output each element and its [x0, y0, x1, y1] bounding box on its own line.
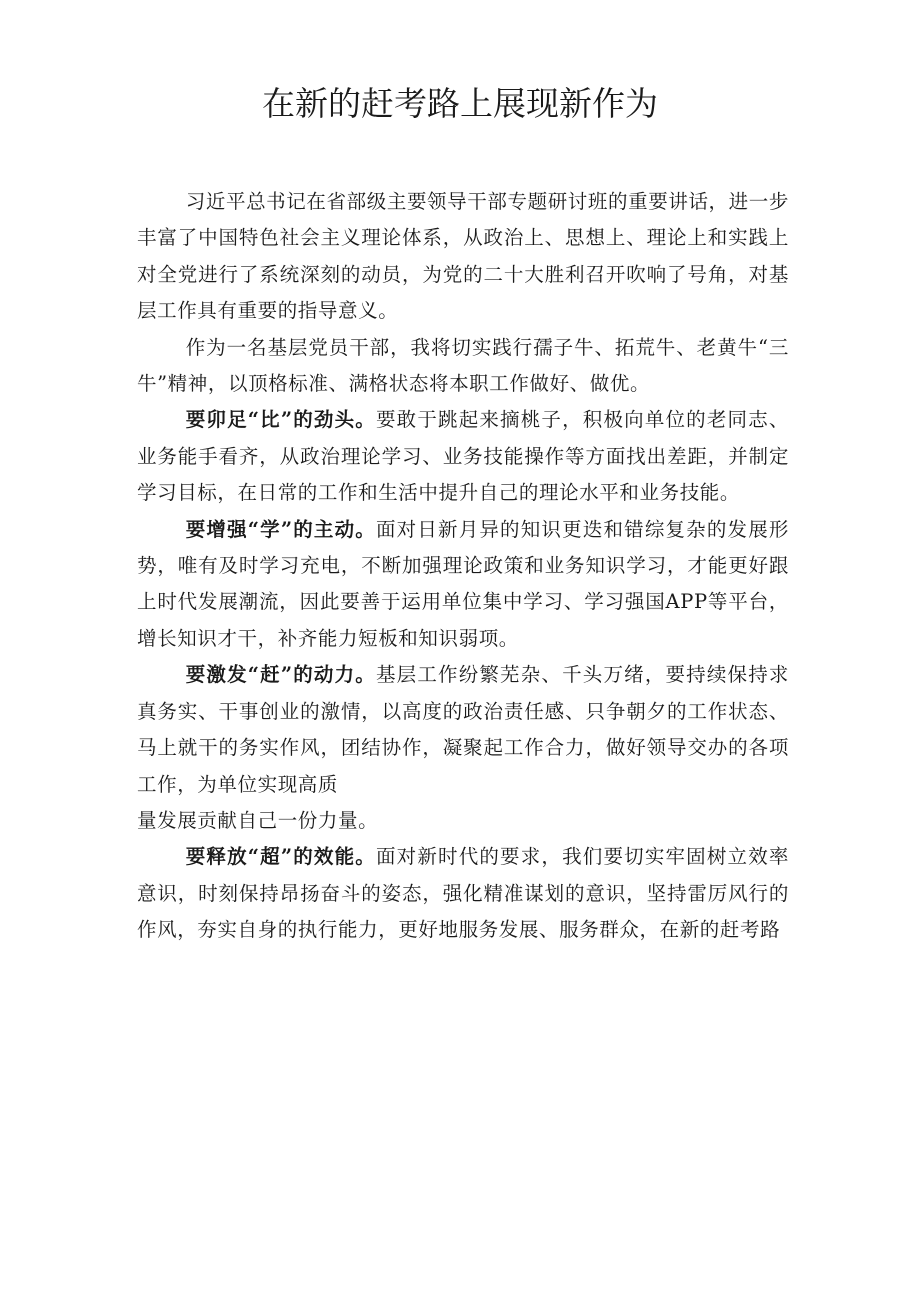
paragraph-three-cattle	[137, 330, 789, 403]
paragraph-text: 要敢于跳起来摘桃子，积极向单位的老同志、业务能手看齐，从政治理论学习、业务技能操作等方面找出差距，并制定学习目标，在日常的工作和生活中提升自己的理论水平和业务技能。	[137, 408, 789, 505]
paragraph-lead: 要激发“赶”的动力。	[185, 663, 376, 687]
paragraph-intro	[137, 184, 789, 330]
document-title: 在新的赶考路上展现新作为	[262, 84, 658, 123]
paragraph-catch-up	[137, 657, 789, 803]
paragraph-text: 习近平总书记在省部级主要领导干部专题研讨班的重要讲话，进一步丰富了中国特色社会主义理论体系，从政治上、思想上、理论上和实践上对全党进行了系统深刻的动员，为党的二十大胜利召开吹响了号角，对基层工作具有重要的指导意义。	[137, 190, 789, 323]
paragraph-text: 基层工作纷繁芜杂、千头万绪，要持续保持求真务实、干事创业的激情，以高度的政治责任感、只争朝夕的工作状态、马上就干的务实作风，团结协作，凝聚起工作合力，做好领导交办的各项工作，为单位实现高质	[137, 663, 789, 796]
paragraph-compare	[137, 402, 789, 511]
paragraph-text: 量发展贡献自己一份力量。	[137, 808, 379, 832]
paragraph-text: 作为一名基层党员干部，我将切实践行孺子牛、拓荒牛、老黄牛“三牛”精神，以顶格标准、满格状态将本职工作做好、做优。	[137, 335, 789, 396]
paragraph-lead: 要增强“学”的主动。	[185, 517, 376, 541]
paragraph-continuation	[137, 803, 789, 839]
paragraph-lead: 要释放“超”的效能。	[185, 845, 376, 869]
paragraph-text: 面对新时代的要求，我们要切实牢固树立效率意识，时刻保持昂扬奋斗的姿态，强化精准谋划的意识，坚持雷厉风行的作风，夯实自身的执行能力，更好地服务发展、服务群众，在新的赶考路	[137, 845, 789, 942]
paragraph-lead: 要卯足“比”的劲头。	[185, 408, 376, 432]
paragraph-text: 面对日新月异的知识更迭和错综复杂的发展形势，唯有及时学习充电，不断加强理论政策和业务知识学习，才能更好跟上时代发展潮流，因此要善于运用单位集中学习、学习强国APP等平台，增长知识才干，补齐能力短板和知识弱项。	[137, 517, 789, 650]
paragraph-surpass	[137, 839, 789, 948]
paragraph-learn	[137, 512, 789, 658]
document-body	[137, 184, 789, 949]
